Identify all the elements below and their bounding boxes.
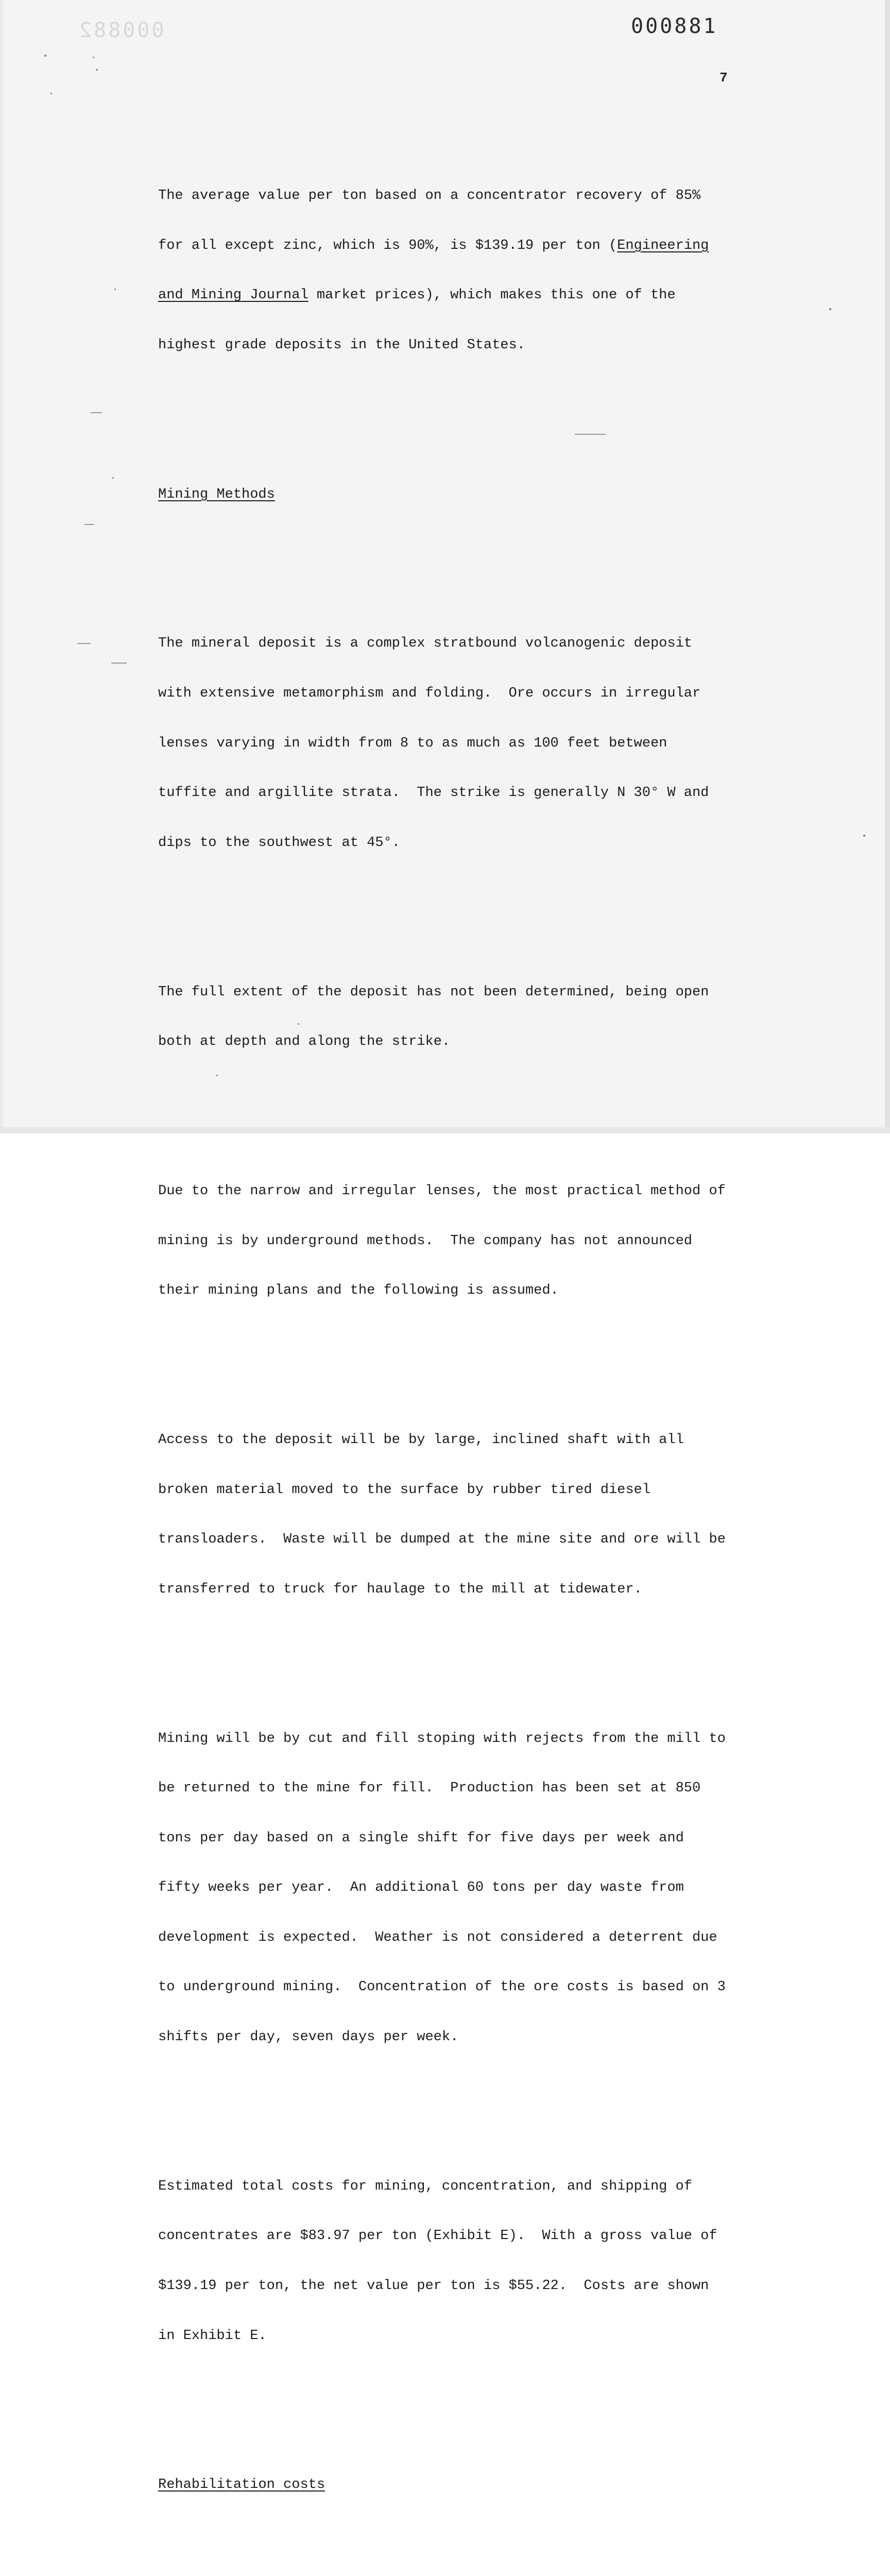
paragraph-full-extent [158, 951, 735, 1083]
document-number-stamp: 000881 [631, 14, 718, 38]
text-line: Due to the narrow and irregular lenses, the most practical method of [158, 1183, 726, 1199]
bleed-through-stamp: 000882 [77, 19, 164, 42]
journal-title-underlined: and Mining Journal [158, 287, 309, 303]
text-line: fifty weeks per year. An additional 60 tons per day waste from [158, 1880, 684, 1896]
text-line: with extensive metamorphism and folding. Ore occurs in irregular [158, 685, 701, 701]
scan-speck [114, 289, 116, 290]
text-line: shifts per day, seven days per week. [158, 2029, 459, 2045]
scan-speck [298, 1023, 299, 1025]
text-line: transferred to truck for haulage to the mill at tidewater. [158, 1581, 642, 1597]
text-line: tons per day based on a single shift for five days per week and [158, 1830, 684, 1846]
text-line: broken material moved to the surface by rubber tired diesel [158, 1482, 651, 1498]
text-line: The average value per ton based on a concentrator recovery of 85% [158, 188, 701, 204]
section-heading-rehabilitation-costs [158, 2444, 735, 2527]
text-line: highest grade deposits in the United States. [158, 337, 525, 353]
text-line: $139.19 per ton, the net value per ton is $55.22. Costs are shown [158, 2278, 709, 2294]
scan-speck [863, 835, 865, 837]
page-number: 7 [720, 70, 728, 86]
heading-text: Rehabilitation costs [158, 2477, 326, 2493]
text-line [158, 238, 735, 254]
text-line: The mineral deposit is a complex stratbound volcanogenic deposit [158, 636, 692, 652]
text-line: concentrates are $83.97 per ton (Exhibit E). With a gross value of [158, 2228, 717, 2244]
paragraph-mining-production [158, 1697, 735, 2079]
section-heading-mining-methods [158, 453, 735, 536]
text-run: for all except zinc, which is 90%, is $139.19 per ton ( [158, 238, 618, 253]
text-line: in Exhibit E. [158, 2328, 267, 2344]
text-run: market prices), which makes this one of the [308, 287, 676, 303]
paragraph-access [158, 1399, 735, 1631]
paragraph-average-value [158, 155, 735, 387]
text-line: The full extent of the deposit has not been determined, being open [158, 984, 709, 1000]
scan-mark [84, 524, 94, 525]
paragraph-narrow-lenses [158, 1150, 735, 1332]
document-body [158, 105, 735, 2576]
scan-mark [575, 434, 606, 435]
text-line: development is expected. Weather is not considered a deterrent due [158, 1929, 717, 1945]
scan-mark [91, 412, 102, 413]
text-line: dips to the southwest at 45°. [158, 835, 400, 851]
scan-speck [216, 1075, 218, 1076]
text-line: transloaders. Waste will be dumped at the mine site and ore will be [158, 1532, 726, 1548]
scan-speck [829, 308, 831, 310]
page-left-edge [0, 0, 3, 1133]
text-line: their mining plans and the following is assumed. [158, 1283, 559, 1299]
paragraph-mineral-deposit [158, 602, 735, 884]
text-line: lenses varying in width from 8 to as much as 100 feet between [158, 735, 668, 751]
text-line [158, 287, 735, 303]
journal-title-underlined: Engineering [617, 238, 709, 253]
text-line: Access to the deposit will be by large, inclined shaft with all [158, 1432, 684, 1448]
scan-speck [112, 477, 114, 479]
scan-speck [93, 57, 94, 58]
paragraph-estimated-costs [158, 2145, 735, 2377]
text-line: mining is by underground methods. The company has not announced [158, 1233, 692, 1249]
text-line: Mining will be by cut and fill stoping with rejects from the mill to [158, 1731, 726, 1747]
text-line: tuffite and argillite strata. The strike is generally N 30° W and [158, 785, 709, 801]
text-line: Estimated total costs for mining, concentration, and shipping of [158, 2178, 692, 2194]
text-line: both at depth and along the strike. [158, 1034, 451, 1050]
scan-speck [44, 55, 46, 57]
scan-speck [96, 69, 98, 71]
page-right-edge [885, 0, 890, 1133]
text-line: be returned to the mine for fill. Production has been set at 850 [158, 1781, 701, 1797]
text-line: to underground mining. Concentration of the ore costs is based on 3 [158, 1979, 726, 1995]
scan-speck [50, 93, 52, 94]
scan-mark [111, 663, 127, 664]
heading-text: Mining Methods [158, 486, 275, 502]
scan-mark [77, 643, 91, 644]
